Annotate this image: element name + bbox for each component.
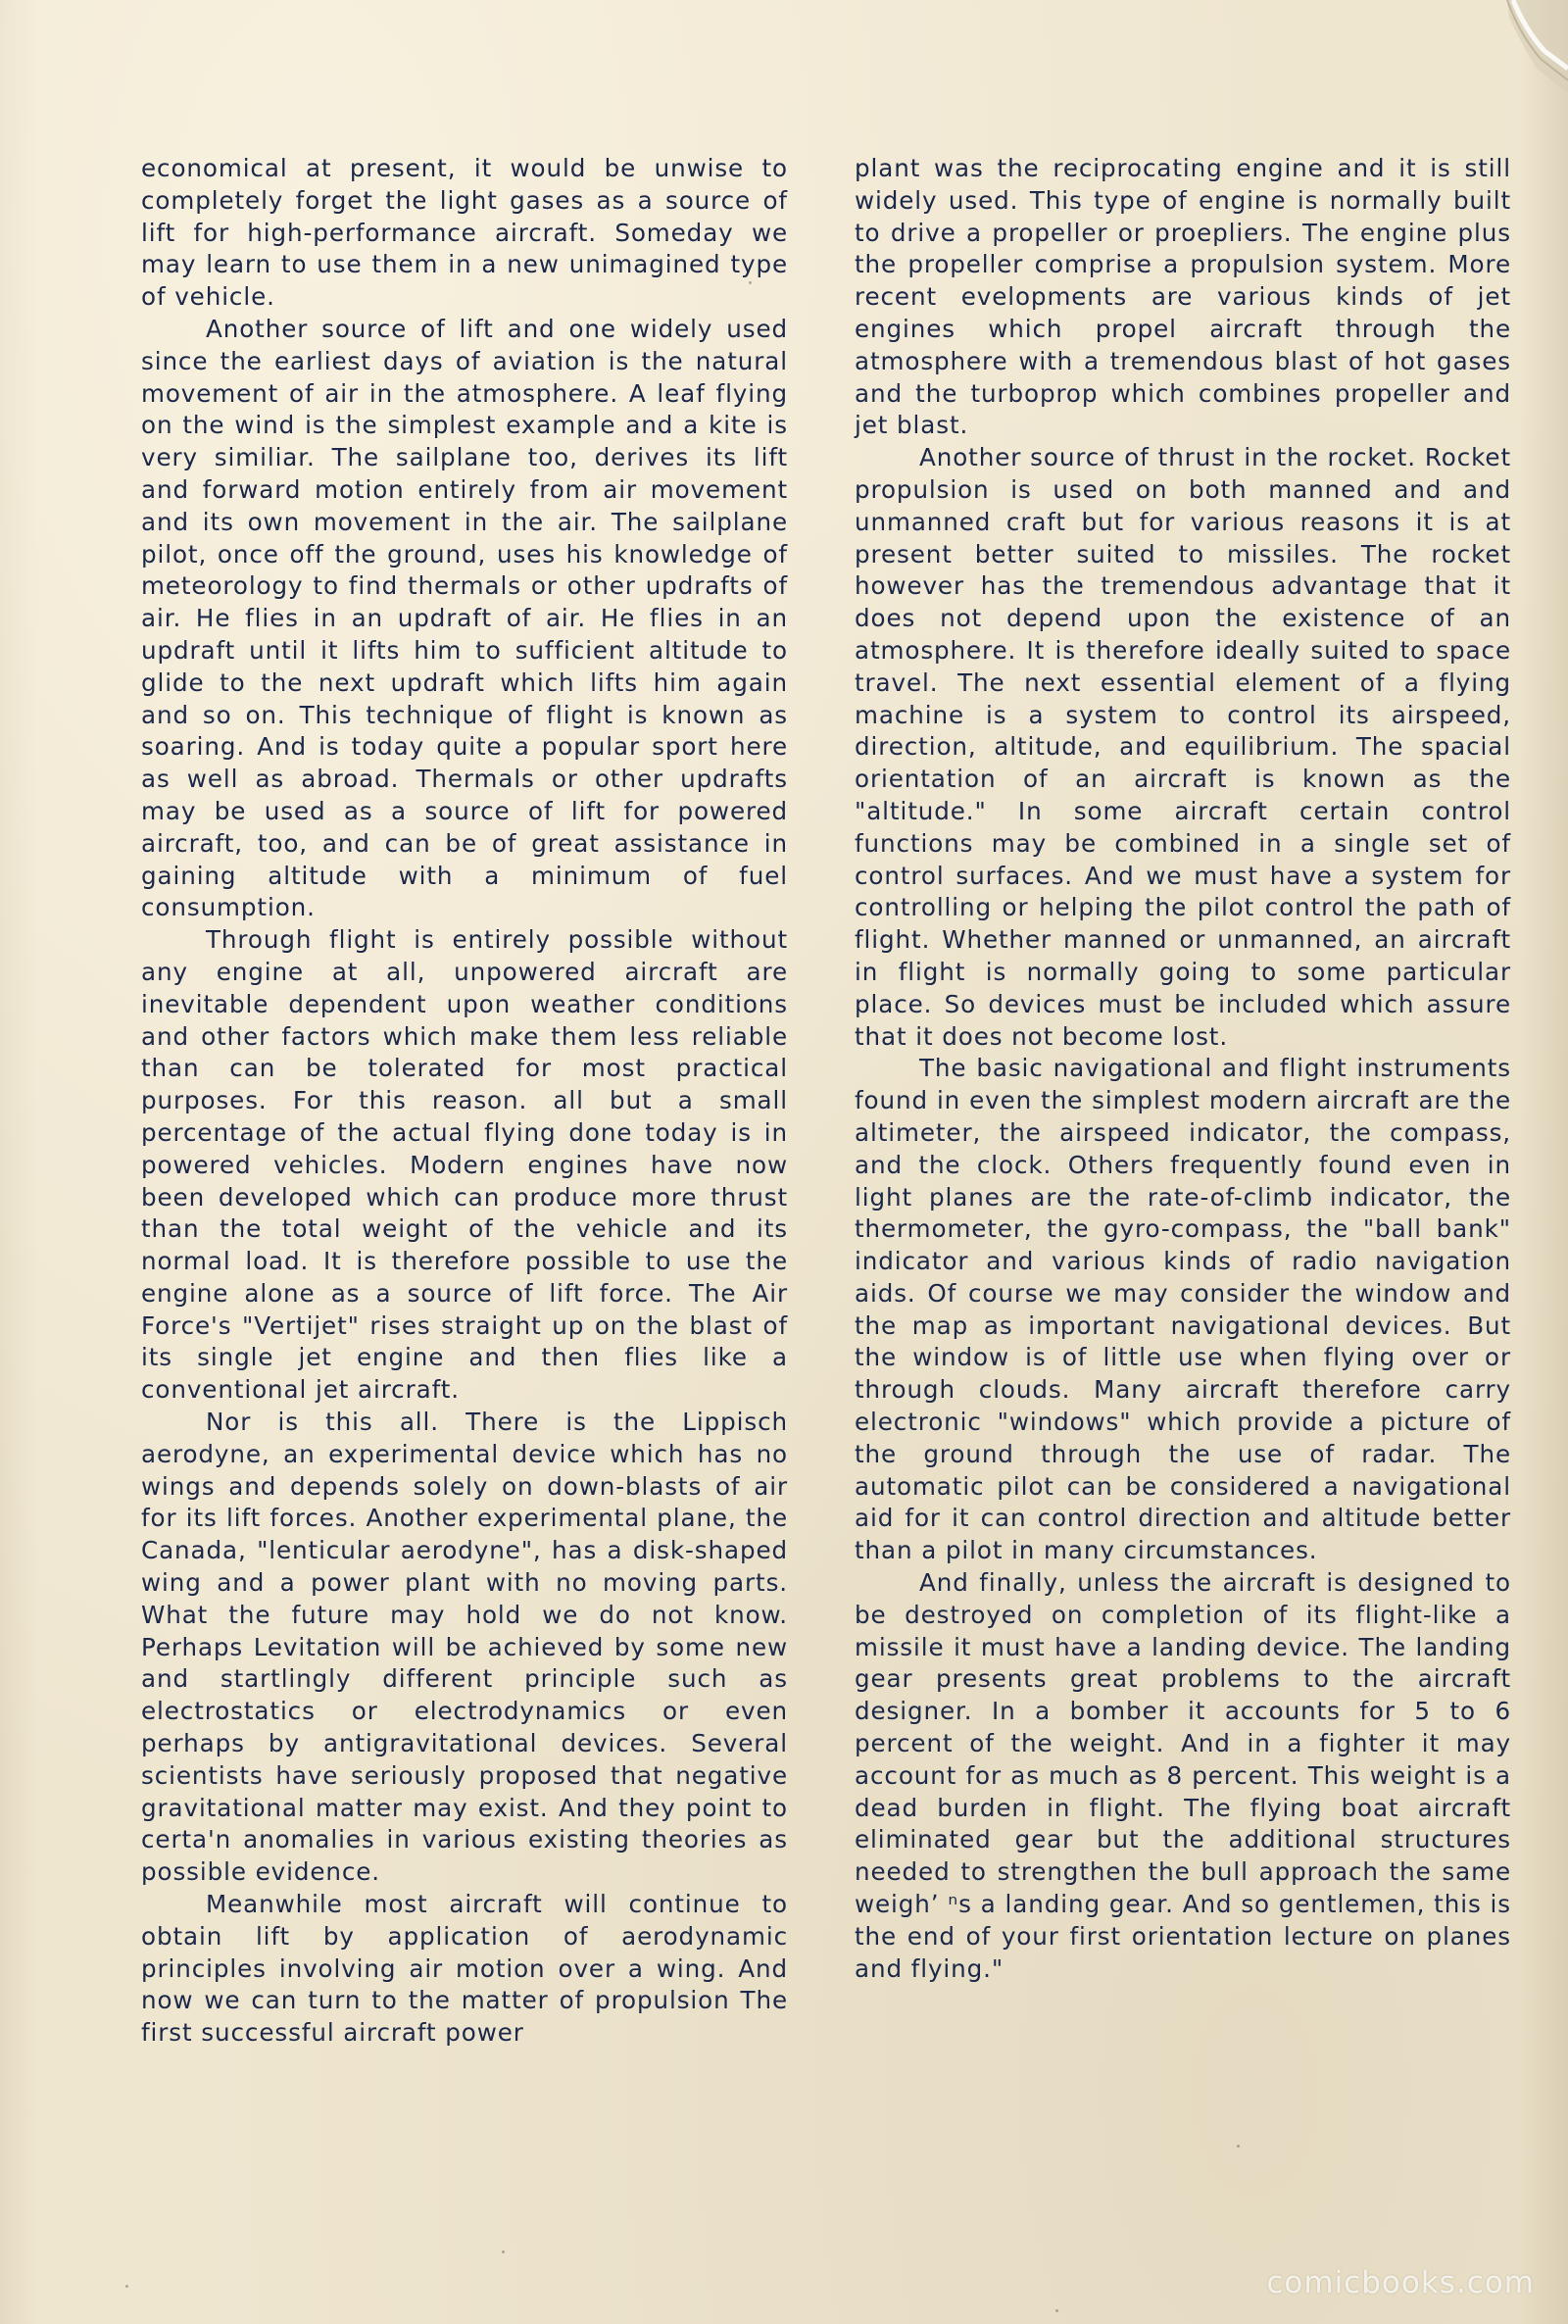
paragraph: Through flight is entirely possible without any engine at all, unpowered aircraft are inevitable dependent upon weather conditions and other factors which make them less reliable than can be tolerated for most practical purposes. For this reason. all but a small percentage of the actual flying done today is in powered vehicles. Modern engines have now been developed which can produce more thrust than the total weight of the vehicle and its normal load. It is therefore possible to use the engine alone as a source of lift force. The Air Force's "Vertijet" rises straight up on the blast of its single jet engine and then flies like a conventional jet aircraft.	[141, 925, 788, 1405]
paragraph: Nor is this all. There is the Lippisch aerodyne, an experimental device which has no wings and depends solely on down-blasts of air for its lift forces. Another experimental plane, the Canada, "lenticular aerodyne", has a disk-shaped wing and a power plant with no moving parts. What the future may hold we do not know. Perhaps Levitation will be achieved by some new and startlingly different principle such as electrostatics or electrodynamics or even perhaps by antigravitational devices. Several scientists have seriously proposed that negative gravitational matter may exist. And they point to certa'n anomalies in various existing theories as possible evidence.	[141, 1408, 788, 1887]
right-text-column	[855, 153, 1511, 1985]
print-speck	[125, 2285, 128, 2288]
paragraph: And finally, unless the aircraft is designed to be destroyed on completion of its flight-like a missile it must have a landing device. The landing gear presents great problems to the aircraft designer. In a bomber it accounts for 5 to 6 percent of the weight. And in a fighter it may account for as much as 8 percent. This weight is a dead burden in flight. The flying boat aircraft eliminated gear but the additional structures needed to strengthen the bull approach the same weighʼ ⁿs a landing gear. And so gentlemen, this is the end of your first orientation lecture on planes and flying."	[855, 1568, 1511, 1983]
paragraph: Meanwhile most aircraft will continue to obtain lift by application of aerodynamic principles involving air motion over a wing. And now we can turn to the matter of propulsion The first successful aircraft power	[141, 1890, 788, 2048]
paragraph: Another source of thrust in the rocket. Rocket propulsion is used on both manned and and unmanned craft but for various reasons it is at present better suited to missiles. The rocket however has the tremendous advantage that it does not depend upon the existence of an atmosphere. It is therefore ideally suited to space travel. The next essential element of a flying machine is a system to control its airspeed, direction, altitude, and equilibrium. The spacial orientation of an aircraft is known as the "altitude." In some aircraft certain control functions may be combined in a single set of control surfaces. And we must have a system for controlling or helping the pilot control the path of flight. Whether manned or unmanned, an aircraft in flight is normally going to some particular place. So devices must be included which assure that it does not become lost.	[855, 443, 1511, 1051]
left-text-column	[141, 153, 788, 2050]
watermark-text: comicbooks.com	[1266, 2265, 1535, 2300]
print-speck	[1055, 2309, 1058, 2312]
paragraph: Another source of lift and one widely used since the earliest days of aviation is the natural movement of air in the atmosphere. A leaf flying on the wind is the simplest example and a kite is very similiar. The sailplane too, derives its lift and forward motion entirely from air movement and its own movement in the air. The sailplane pilot, once off the ground, uses his knowledge of meteorology to find thermals or other updrafts of air. He flies in an updraft of air. He flies in an updraft until it lifts him to sufficient altitude to glide to the next updraft which lifts him again and so on. This technique of flight is known as soaring. And is today quite a popular sport here as well as abroad. Thermals or other updrafts may be used as a source of lift for powered aircraft, too, and can be of great assistance in gaining altitude with a minimum of fuel consumption.	[141, 314, 788, 922]
print-speck	[502, 2250, 505, 2253]
page-corner-fold	[1450, 0, 1568, 108]
paragraph: The basic navigational and flight instruments found in even the simplest modern aircraft are the altimeter, the airspeed indicator, the compass, and the clock. Others frequently found even in light planes are the rate-of-climb indicator, the thermometer, the gyro-compass, the "ball bank" indicator and various kinds of radio navigation aids. Of course we may consider the window and the map as important navigational devices. But the window is of little use when flying over or through clouds. Many aircraft therefore carry electronic "windows" which provide a picture of the ground through the use of radar. The automatic pilot can be considered a navigational aid for it can control direction and altitude better than a pilot in many circumstances.	[855, 1054, 1511, 1565]
paragraph: economical at present, it would be unwise to completely forget the light gases as a source of lift for high-performance aircraft. Someday we may learn to use them in a new unimagined type of vehicle.	[141, 154, 788, 312]
print-speck	[749, 281, 752, 284]
paragraph: plant was the reciprocating engine and it is still widely used. This type of engine is normally built to drive a propeller or proepliers. The engine plus the propeller comprise a propulsion system. More recent evelopments are various kinds of jet engines which propel aircraft through the atmosphere with a tremendous blast of hot gases and the turboprop which combines propeller and jet blast.	[855, 154, 1511, 440]
print-speck	[1237, 2145, 1240, 2148]
